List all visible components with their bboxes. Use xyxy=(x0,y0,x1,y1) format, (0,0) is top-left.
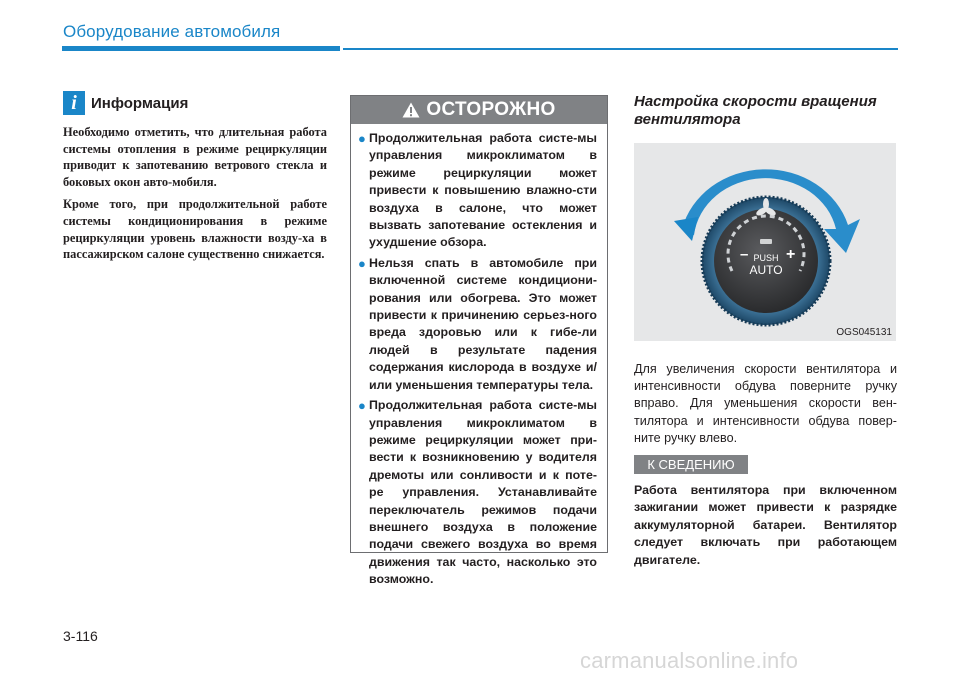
fan-description: Для увеличения скорости вентилятора и интенсивности обдува поверните ручку вправо. Для уменьшения скорости вен-тилятора и интенсивности обдува повер-ните ручку влево. xyxy=(634,362,897,445)
fan-knob-figure xyxy=(634,143,896,341)
warning-item xyxy=(358,397,597,588)
warning-item-text: Продолжительная работа систе-мы управления микроклиматом в режиме рециркуляции может при-вести к возникновению у водителя дремоты или сонливости и к поте-ре управления. Устанавливайте переключатель режимов подачи внешнего воздуха в положение подачи свежего воздуха во время движения так часто, насколько это возможно. xyxy=(369,398,597,587)
bullet-icon: ● xyxy=(358,131,366,146)
warning-item xyxy=(358,255,597,394)
info-paragraph: Кроме того, при продолжительной работе системы кондиционирования в режиме рециркуляции уровень влажности возду-ха в пассажирском салоне существенно снижается. xyxy=(63,197,327,262)
knob-plus-label: + xyxy=(786,246,796,263)
section-header-title: Оборудование автомобиля xyxy=(63,22,281,41)
warning-header xyxy=(351,96,607,124)
fan-knob-illustration xyxy=(634,143,896,341)
knob-auto-label: AUTO xyxy=(749,263,783,277)
warning-list xyxy=(351,124,607,589)
watermark: carmanualsonline.info xyxy=(580,648,799,673)
notice-body: Работа вентилятора при включенном зажигании может привести к разрядке аккумуляторной батареи. Вентилятор следует включать при работающем двигателе. xyxy=(634,483,897,567)
indicator-led xyxy=(760,239,772,244)
header-rule-thick xyxy=(62,46,340,51)
info-icon: i xyxy=(63,91,85,115)
bullet-icon: ● xyxy=(358,255,366,271)
info-title: Информация xyxy=(91,94,189,112)
info-paragraph: Необходимо отметить, что длительная работа системы отопления в режиме рециркуляции приводит к запотеванию ветрового стекла и боковых окон авто-мобиля. xyxy=(63,125,327,189)
figure-code: OGS045131 xyxy=(836,327,892,338)
knob-minus-label: – xyxy=(740,246,749,263)
header-rule-thin xyxy=(343,48,898,50)
fan-section-title: Настройка скорости вращения вентилятора xyxy=(634,93,877,128)
info-heading xyxy=(63,91,188,115)
page-number: 3-116 xyxy=(63,628,98,644)
warning-triangle-icon xyxy=(402,102,420,118)
warning-item xyxy=(358,130,597,252)
warning-title: ОСТОРОЖНО xyxy=(426,99,556,120)
warning-item-text: Нельзя спать в автомобиле при включенной системе кондициони-рования или обогрева. Это может привести к причинению серьез-ного вреда здоровью или к гибе-ли людей в результате падения содержания кислорода в воздухе и/или уменьшения температуры тела. xyxy=(369,255,597,392)
rotation-arrowhead-left xyxy=(674,217,698,241)
bullet-icon: ● xyxy=(358,398,366,414)
warning-box xyxy=(350,95,608,587)
info-body xyxy=(63,124,327,269)
warning-item-text: Продолжительная работа систе-мы управления микроклиматом в режиме рециркуляции может привести к повышению влажно-сти воздуха в салоне, что может вызвать запотевание остекления и ухудшение обзора. xyxy=(369,131,597,250)
notice-label: К СВЕДЕНИЮ xyxy=(634,455,748,474)
knob-push-label: PUSH xyxy=(753,253,779,263)
